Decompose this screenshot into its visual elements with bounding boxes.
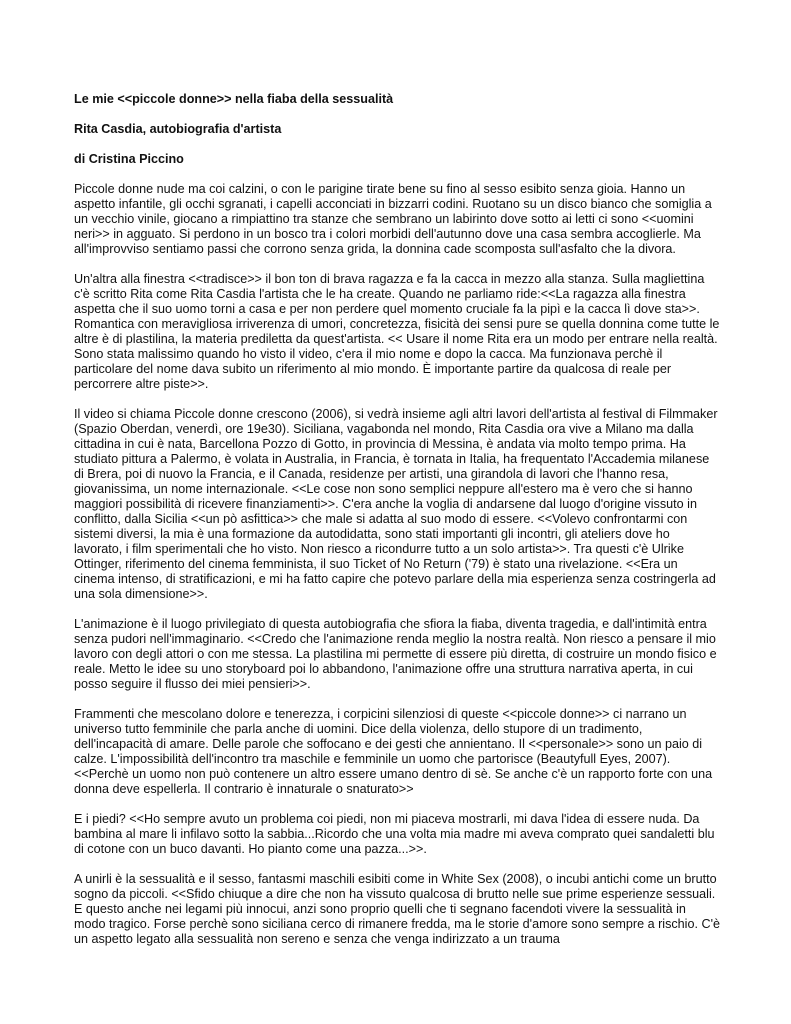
body-paragraph: Frammenti che mescolano dolore e tenerezza, i corpicini silenziosi di queste <<piccole donne>> ci narrano un universo tutto femminile che parla anche di uomini. Dice della violenza, dello stupore di un tradimento, dell'incapacità di amare. Delle parole che soffocano e dei gesti che annientano. Il <<personale>> sono un paio di calze. L'impossibilità dell'incontro tra maschile e femminile un uomo che partorisce (Beautyfull Eyes, 2007). <<Perchè un uomo non può contenere un altro essere umano dentro di sè. Se anche c'è un rapporto forte con una donna deve espellerla. Il contrario è innaturale o snaturato>> [74, 707, 713, 796]
body-paragraph: Piccole donne nude ma coi calzini, o con le parigine tirate bene su fino al sesso esibito senza gioia. Hanno un aspetto infantile, gli occhi sgranati, i capelli acconciati in bizzarri codini. Ruotano su un disco bianco che somiglia a un vecchio vinile, giocano a rimpiattino tra stanze che sembrano un labirinto dove sotto ai letti ci sono <<uomini neri>> in agguato. Si perdono in un bosco tra i colori morbidi dell'autunno dove una casa sembra accoglierle. Ma all'improvviso sentiamo passi che corrono senza grida, la donnina cade scomposta sull'asfalto che la divora. [74, 182, 712, 256]
body-paragraph: E i piedi? <<Ho sempre avuto un problema coi piedi, non mi piaceva mostrarli, mi dava l'idea di essere nuda. Da bambina al mare li infilavo sotto la sabbia...Ricordo che una volta mia madre mi aveva comprato quei sandaletti blu di cotone con un buco davanti. Ho pianto come una pazza...>>. [74, 812, 715, 856]
body-paragraph: A unirli è la sessualità e il sesso, fantasmi maschili esibiti come in White Sex (2008), o incubi antichi come un brutto sogno da piccoli. <<Sfido chiuque a dire che non ha vissuto qualcosa di brutto nelle sue prime esperienze sessuali. E questo anche nei legami più innocui, anzi sono proprio quelli che ti segnano facendoti vivere la sessualità in modo tragico. Forse perchè sono siciliana cerco di rimanere fredda, ma le storie d'amore sono sempre a rischio. C'è un aspetto legato alla sessualità non sereno e senza che venga indirizzato a un trauma [74, 872, 720, 946]
article-subtitle: Rita Casdia, autobiografia d'artista [74, 122, 282, 136]
body-paragraph: Il video si chiama Piccole donne crescono (2006), si vedrà insieme agli altri lavori dell'artista al festival di Filmmaker (Spazio Oberdan, venerdì, ore 19e30). Siciliana, vagabonda nel mondo, Rita Casdia ora vive a Milano ma dalla cittadina in cui è nata, Barcellona Pozzo di Gotto, in provincia di Messina, è andata via molto tempo prima. Ha studiato pittura a Palermo, è volata in Australia, in Francia, è tornata in Italia, ha frequentato l'Accademia milanese di Brera, poi di nuovo la Francia, e il Canada, residenze per artisti, una girandola di lavori che l'hanno resa, giovanissima, un nome internazionale. <<Le cose non sono semplici neppure all'estero ma è vero che si hanno maggiori possibilità di ricevere finanziamenti>>. C'era anche la voglia di andarsene dal luogo d'origine vissuto in conflitto, dalla Sicilia <<un pò asfittica>> che male si adatta al suo modo di essere. <<Volevo confrontarmi con sistemi diversi, la mia è una formazione da autodidatta, sono stati importanti gli incontri, gli ateliers dove ho lavorato, i film sperimentali che ho visto. Non riesco a ricondurre tutto a un solo artista>>. Tra questi c'è Ulrike Ottinger, riferimento del cinema femminista, il suo Ticket of No Return ('79) è stato una rivelazione. <<Era un cinema intenso, di stratificazioni, e mi ha fatto capire che potevo parlare della mia esperienza senza costringerla ad una sola dimensione>>. [74, 407, 718, 601]
body-paragraph: L'animazione è il luogo privilegiato di questa autobiografia che sfiora la fiaba, diventa tragedia, e dall'intimità entra senza pudori nell'immaginario. <<Credo che l'animazione renda meglio la nostra realtà. Non riesco a pensare il mio lavoro con degli attori o con me stessa. La plastilina mi permette di essere più diretta, di costruire un mondo fisico e reale. Metto le idee su uno storyboard poi lo abbandono, l'animazione offre una struttura narrativa aperta, in cui posso seguire il flusso dei miei pensieri>>. [74, 617, 717, 691]
document-page [74, 92, 720, 962]
body-paragraph: Un'altra alla finestra <<tradisce>> il bon ton di brava ragazza e fa la cacca in mezzo alla stanza. Sulla magliettina c'è scritto Rita come Rita Casdia l'artista che le ha create. Quando ne parliamo ride:<<La ragazza alla finestra aspetta che il suo uomo torni a casa e per non perdere quel momento cruciale fa la pipì e la cacca lì dove sta>>. Romantica con meravigliosa irriverenza di umori, concretezza, fisicità dei sensi pure se quella donnina come tutte le altre è di plastilina, la materia prediletta da quest'artista. << Usare il nome Rita era un modo per entrare nella realtà. Sono stata malissimo quando ho visto il video, c'era il mio nome e dopo la cacca. Ma funzionava perchè il particolare del nome dava subito un riferimento al mio mondo. È importante partire da qualcosa di reale per percorrere altre piste>>. [74, 272, 720, 391]
article-title: Le mie <<piccole donne>> nella fiaba della sessualità [74, 92, 394, 106]
article-author: di Cristina Piccino [74, 152, 184, 166]
